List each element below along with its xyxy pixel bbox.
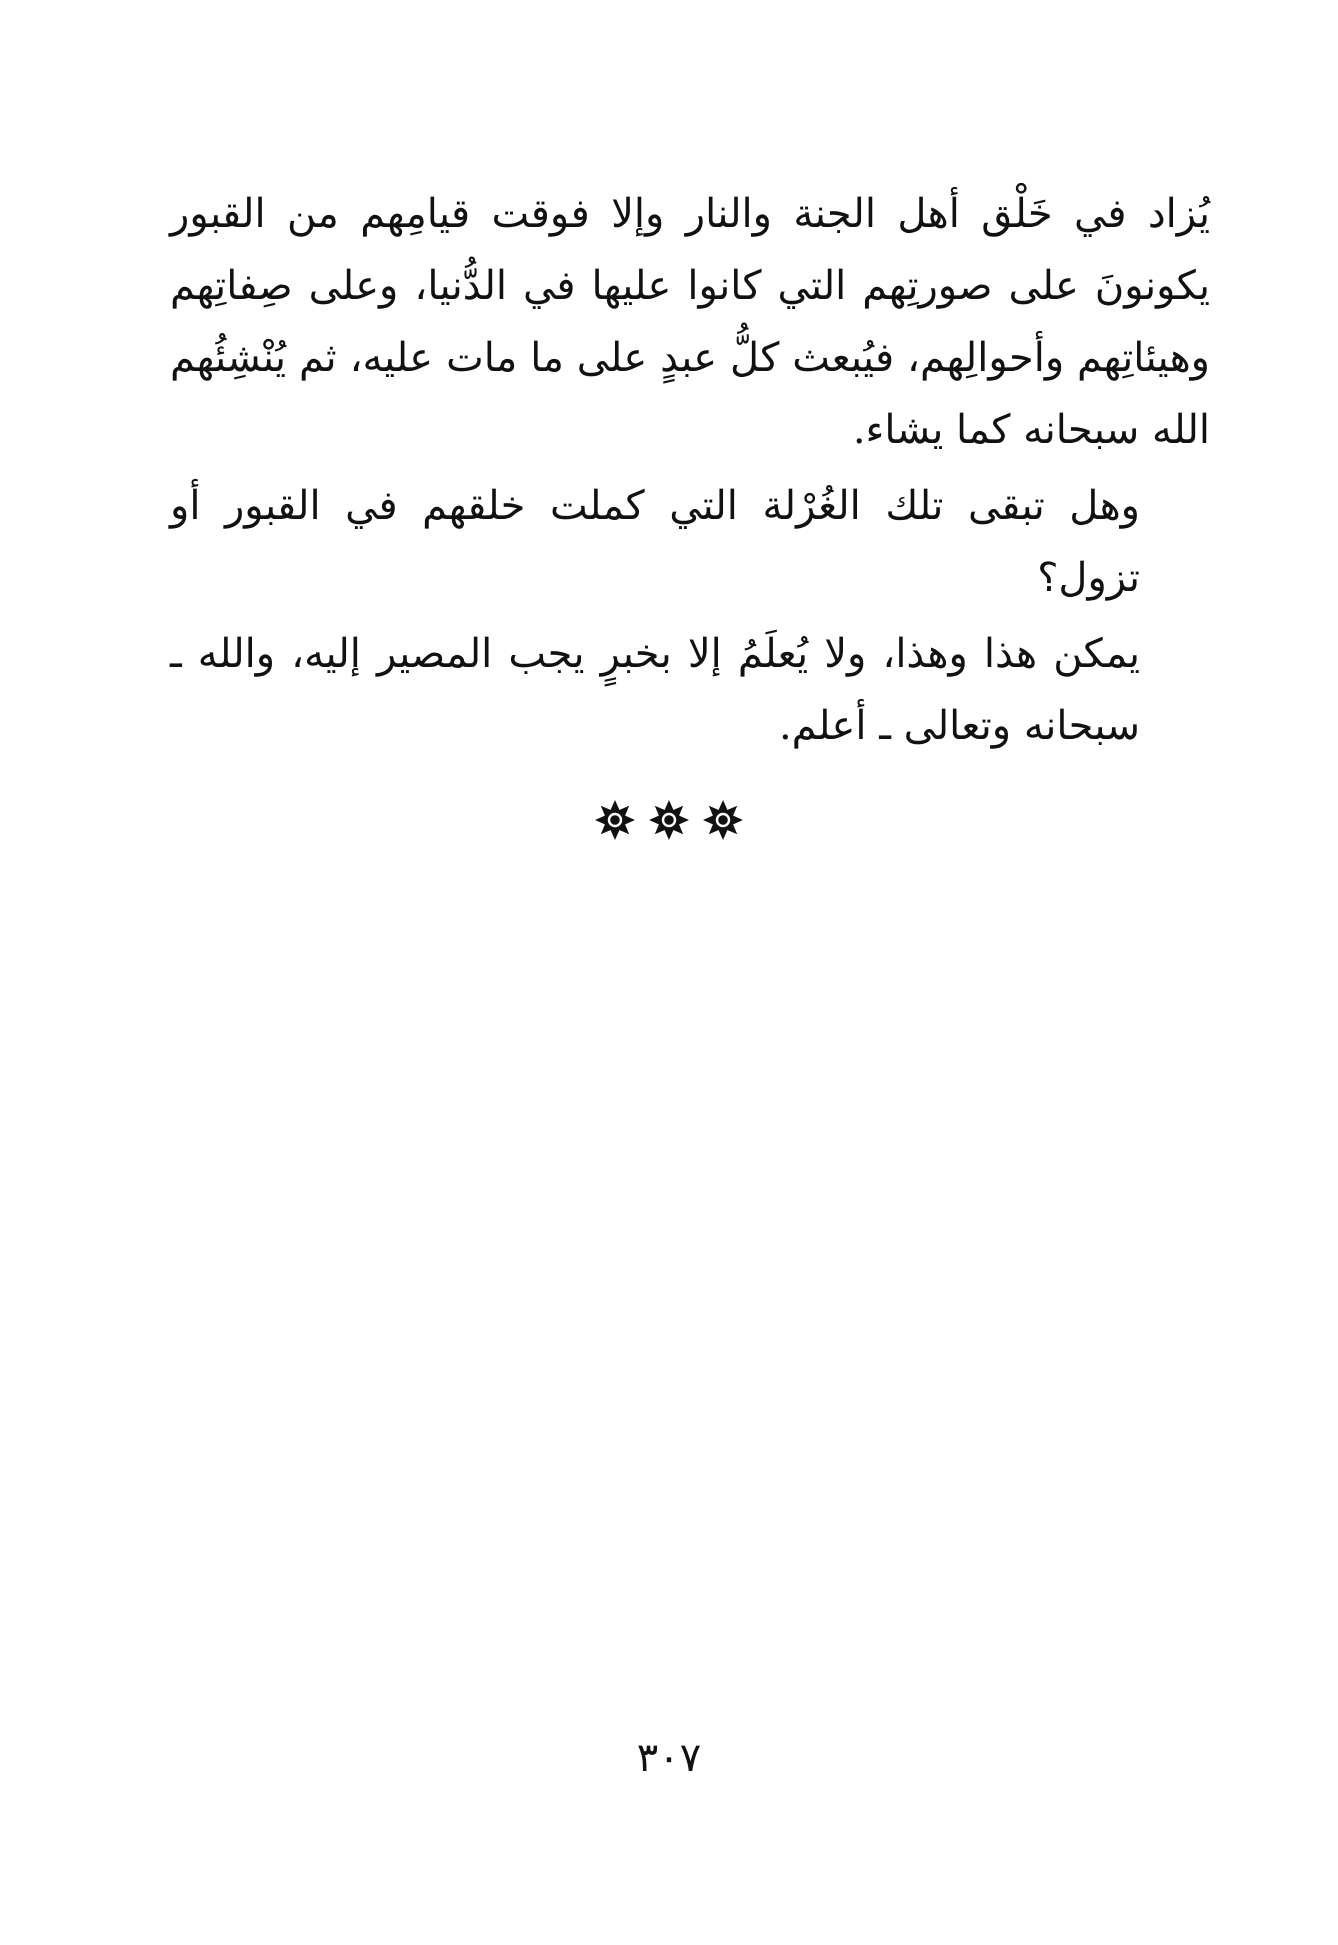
flower-ornament-icon [595, 800, 635, 840]
paragraph-question: وهل تبقى تلك الغُرْلة التي كملت خلقهم في القبور أو تزول؟ [170, 483, 1140, 601]
flower-ornament-icon [703, 800, 743, 840]
paragraph-resurrection: يُزاد في خَلْق أهل الجنة والنار وإلا فوقت قيامِهم من القبور يكونونَ على صورتِهم التي كانوا عليها في الدُّنيا، وعلى صِفاتِهم وهيئاتِهم وأحوالِهم، فيُبعث كلُّ عبدٍ على ما مات عليه، ثم يُنْشِئُهم الله سبحانه كما يشاء. [170, 191, 1210, 453]
flower-ornament-icon [649, 800, 689, 840]
page-number: ٣٠٧ [636, 1735, 702, 1781]
body-text [170, 178, 1210, 762]
section-divider [0, 800, 1338, 840]
paragraph-answer: يمكن هذا وهذا، ولا يُعلَمُ إلا بخبرٍ يجب المصير إليه، والله ـ سبحانه وتعالى ـ أعلم. [170, 631, 1140, 749]
